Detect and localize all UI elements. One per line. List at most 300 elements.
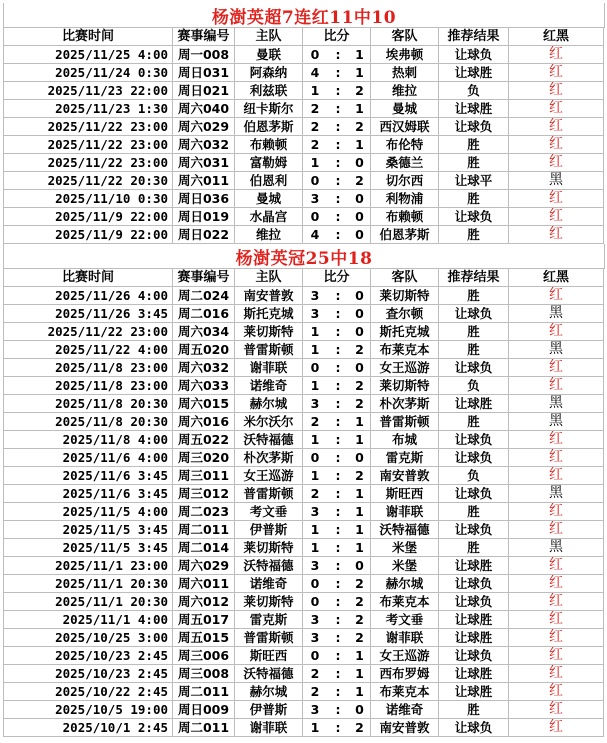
result-badge: 红 <box>509 190 604 208</box>
home-score: 0 <box>303 208 327 226</box>
away-score: 1 <box>349 64 371 82</box>
home-team: 莱切斯特 <box>235 539 303 557</box>
match-date: 2025/10/23 2:45 <box>4 647 173 665</box>
away-score: 0 <box>349 208 371 226</box>
match-date: 2025/11/22 23:00 <box>4 154 173 172</box>
away-score: 0 <box>349 701 371 719</box>
match-code: 周二011 <box>173 719 235 737</box>
home-score: 1 <box>303 539 327 557</box>
away-score: 1 <box>349 100 371 118</box>
result-badge: 黑 <box>509 341 604 359</box>
match-date: 2025/11/10 0:30 <box>4 190 173 208</box>
away-score: 1 <box>349 683 371 701</box>
pick: 让球负 <box>439 575 509 593</box>
match-code: 周三008 <box>173 665 235 683</box>
home-score: 1 <box>303 82 327 100</box>
score-separator: : <box>327 701 349 719</box>
away-team: 西布罗姆 <box>371 665 439 683</box>
score-separator: : <box>327 485 349 503</box>
home-score: 0 <box>303 575 327 593</box>
away-score: 1 <box>349 136 371 154</box>
result-badge: 黑 <box>509 485 604 503</box>
header-code: 赛事编号 <box>173 269 235 287</box>
table-row <box>4 539 605 557</box>
home-team: 伯恩利 <box>235 172 303 190</box>
away-team: 莱切斯特 <box>371 287 439 305</box>
home-score: 0 <box>303 449 327 467</box>
result-badge: 红 <box>509 431 604 449</box>
score-separator: : <box>327 154 349 172</box>
score-separator: : <box>327 431 349 449</box>
pick: 让球胜 <box>439 683 509 701</box>
away-score: 1 <box>349 539 371 557</box>
result-badge: 红 <box>509 118 604 136</box>
match-code: 周日036 <box>173 190 235 208</box>
score-separator: : <box>327 413 349 431</box>
result-badge: 红 <box>509 557 604 575</box>
home-score: 3 <box>303 190 327 208</box>
away-score: 2 <box>349 118 371 136</box>
away-score: 2 <box>349 377 371 395</box>
match-date: 2025/11/1 20:30 <box>4 575 173 593</box>
match-date: 2025/11/9 22:00 <box>4 208 173 226</box>
match-code: 周二016 <box>173 305 235 323</box>
match-date: 2025/11/9 22:00 <box>4 226 173 244</box>
results-sheet <box>3 3 605 737</box>
match-code: 周六033 <box>173 377 235 395</box>
match-code: 周三006 <box>173 647 235 665</box>
away-score: 0 <box>349 154 371 172</box>
match-code: 周六031 <box>173 154 235 172</box>
match-code: 周五020 <box>173 341 235 359</box>
match-date: 2025/10/23 2:45 <box>4 665 173 683</box>
home-score: 4 <box>303 226 327 244</box>
away-score: 1 <box>349 521 371 539</box>
pick: 让球平 <box>439 172 509 190</box>
away-score: 0 <box>349 323 371 341</box>
pick: 胜 <box>439 323 509 341</box>
away-score: 1 <box>349 431 371 449</box>
match-date: 2025/11/8 20:30 <box>4 413 173 431</box>
home-score: 3 <box>303 701 327 719</box>
match-code: 周二014 <box>173 539 235 557</box>
match-date: 2025/11/1 4:00 <box>4 611 173 629</box>
header-date: 比赛时间 <box>4 28 173 46</box>
away-score: 2 <box>349 611 371 629</box>
away-score: 1 <box>349 503 371 521</box>
home-team: 布赖顿 <box>235 136 303 154</box>
result-badge: 红 <box>509 100 604 118</box>
result-badge: 红 <box>509 449 604 467</box>
away-score: 0 <box>349 557 371 575</box>
away-team: 布城 <box>371 431 439 449</box>
home-team: 斯托克城 <box>235 305 303 323</box>
score-separator: : <box>327 287 349 305</box>
home-score: 3 <box>303 503 327 521</box>
home-score: 3 <box>303 287 327 305</box>
home-score: 2 <box>303 118 327 136</box>
score-separator: : <box>327 683 349 701</box>
away-score: 2 <box>349 172 371 190</box>
away-score: 2 <box>349 341 371 359</box>
match-date: 2025/11/26 3:45 <box>4 305 173 323</box>
home-score: 1 <box>303 431 327 449</box>
home-team: 利兹联 <box>235 82 303 100</box>
match-code: 周六032 <box>173 359 235 377</box>
away-team: 曼城 <box>371 100 439 118</box>
home-team: 伊普斯 <box>235 701 303 719</box>
pick: 让球胜 <box>439 395 509 413</box>
away-score: 2 <box>349 395 371 413</box>
away-score: 1 <box>349 485 371 503</box>
header-pick: 推荐结果 <box>439 28 509 46</box>
home-score: 3 <box>303 395 327 413</box>
match-code: 周日009 <box>173 701 235 719</box>
away-score: 0 <box>349 226 371 244</box>
match-code: 周六011 <box>173 172 235 190</box>
away-team: 诺维奇 <box>371 701 439 719</box>
score-separator: : <box>327 359 349 377</box>
away-score: 2 <box>349 82 371 100</box>
pick: 胜 <box>439 503 509 521</box>
home-team: 纽卡斯尔 <box>235 100 303 118</box>
away-team: 普雷斯顿 <box>371 413 439 431</box>
away-team: 斯旺西 <box>371 485 439 503</box>
home-team: 沃特福德 <box>235 665 303 683</box>
away-team: 谢菲联 <box>371 503 439 521</box>
match-date: 2025/11/5 4:00 <box>4 503 173 521</box>
home-team: 诺维奇 <box>235 377 303 395</box>
result-badge: 红 <box>509 136 604 154</box>
match-date: 2025/11/23 1:30 <box>4 100 173 118</box>
match-code: 周六040 <box>173 100 235 118</box>
home-team: 莱切斯特 <box>235 323 303 341</box>
result-badge: 红 <box>509 208 604 226</box>
match-date: 2025/11/8 20:30 <box>4 395 173 413</box>
match-date: 2025/11/1 20:30 <box>4 593 173 611</box>
away-team: 布伦特 <box>371 136 439 154</box>
table-row <box>4 521 605 539</box>
match-code: 周六012 <box>173 593 235 611</box>
match-date: 2025/11/25 4:00 <box>4 46 173 64</box>
pick: 让球胜 <box>439 557 509 575</box>
pick: 让球胜 <box>439 100 509 118</box>
home-team: 诺维奇 <box>235 575 303 593</box>
home-team: 谢菲联 <box>235 359 303 377</box>
table-row <box>4 377 605 395</box>
home-score: 3 <box>303 629 327 647</box>
match-date: 2025/10/1 2:45 <box>4 719 173 737</box>
match-code: 周六029 <box>173 118 235 136</box>
home-score: 0 <box>303 46 327 64</box>
away-score: 1 <box>349 665 371 683</box>
match-date: 2025/11/5 3:45 <box>4 521 173 539</box>
away-team: 布莱克本 <box>371 341 439 359</box>
table-row <box>4 665 605 683</box>
match-code: 周三012 <box>173 485 235 503</box>
header-code: 赛事编号 <box>173 28 235 46</box>
pick: 胜 <box>439 539 509 557</box>
home-score: 3 <box>303 611 327 629</box>
table-row <box>4 395 605 413</box>
match-code: 周三020 <box>173 449 235 467</box>
score-separator: : <box>327 503 349 521</box>
home-score: 0 <box>303 172 327 190</box>
pick: 让球负 <box>439 431 509 449</box>
score-separator: : <box>327 118 349 136</box>
score-separator: : <box>327 323 349 341</box>
away-team: 切尔西 <box>371 172 439 190</box>
table-row <box>4 701 605 719</box>
table-row <box>4 557 605 575</box>
pick: 让球负 <box>439 305 509 323</box>
score-separator: : <box>327 539 349 557</box>
away-score: 1 <box>349 46 371 64</box>
pick: 让球负 <box>439 208 509 226</box>
match-code: 周六029 <box>173 557 235 575</box>
result-badge: 红 <box>509 226 604 244</box>
header-date: 比赛时间 <box>4 269 173 287</box>
section1-title-row <box>4 3 605 28</box>
away-score: 2 <box>349 719 371 737</box>
table-row <box>4 64 605 82</box>
match-code: 周五015 <box>173 629 235 647</box>
home-team: 米尔沃尔 <box>235 413 303 431</box>
score-separator: : <box>327 172 349 190</box>
home-team: 赫尔城 <box>235 683 303 701</box>
result-badge: 红 <box>509 64 604 82</box>
table-row <box>4 136 605 154</box>
away-score: 0 <box>349 287 371 305</box>
table-row <box>4 118 605 136</box>
away-score: 0 <box>349 190 371 208</box>
score-separator: : <box>327 611 349 629</box>
table-row <box>4 341 605 359</box>
away-team: 维拉 <box>371 82 439 100</box>
match-date: 2025/11/23 22:00 <box>4 82 173 100</box>
header-away: 客队 <box>371 269 439 287</box>
result-badge: 红 <box>509 593 604 611</box>
result-badge: 黑 <box>509 539 604 557</box>
result-badge: 黑 <box>509 172 604 190</box>
score-separator: : <box>327 557 349 575</box>
match-code: 周日022 <box>173 226 235 244</box>
score-separator: : <box>327 208 349 226</box>
match-date: 2025/11/8 23:00 <box>4 359 173 377</box>
section2-title-row <box>4 244 605 269</box>
score-separator: : <box>327 719 349 737</box>
result-badge: 红 <box>509 719 604 737</box>
result-badge: 黑 <box>509 395 604 413</box>
table-row <box>4 208 605 226</box>
away-score: 0 <box>349 305 371 323</box>
away-team: 雷克斯 <box>371 449 439 467</box>
match-code: 周六015 <box>173 395 235 413</box>
section2-rows <box>4 287 605 737</box>
away-score: 2 <box>349 467 371 485</box>
pick: 胜 <box>439 701 509 719</box>
home-score: 1 <box>303 377 327 395</box>
home-score: 1 <box>303 341 327 359</box>
away-team: 布赖顿 <box>371 208 439 226</box>
result-badge: 红 <box>509 701 604 719</box>
away-team: 米堡 <box>371 539 439 557</box>
home-team: 沃特福德 <box>235 557 303 575</box>
home-score: 4 <box>303 64 327 82</box>
match-code: 周六034 <box>173 323 235 341</box>
pick: 胜 <box>439 341 509 359</box>
table-row <box>4 154 605 172</box>
table-row <box>4 449 605 467</box>
home-score: 2 <box>303 100 327 118</box>
score-separator: : <box>327 82 349 100</box>
away-team: 女王巡游 <box>371 359 439 377</box>
pick: 让球负 <box>439 485 509 503</box>
away-team: 利物浦 <box>371 190 439 208</box>
home-score: 1 <box>303 154 327 172</box>
score-separator: : <box>327 629 349 647</box>
away-team: 沃特福德 <box>371 521 439 539</box>
away-team: 南安普敦 <box>371 719 439 737</box>
pick: 胜 <box>439 136 509 154</box>
table-row <box>4 593 605 611</box>
match-date: 2025/11/5 3:45 <box>4 539 173 557</box>
home-score: 1 <box>303 323 327 341</box>
home-team: 考文垂 <box>235 503 303 521</box>
away-team: 考文垂 <box>371 611 439 629</box>
table-row <box>4 82 605 100</box>
away-team: 米堡 <box>371 557 439 575</box>
home-score: 0 <box>303 647 327 665</box>
result-badge: 红 <box>509 359 604 377</box>
home-team: 莱切斯特 <box>235 593 303 611</box>
pick: 让球负 <box>439 46 509 64</box>
away-team: 埃弗顿 <box>371 46 439 64</box>
result-badge: 红 <box>509 647 604 665</box>
table-row <box>4 503 605 521</box>
match-date: 2025/11/6 3:45 <box>4 467 173 485</box>
home-team: 曼城 <box>235 190 303 208</box>
match-date: 2025/11/22 4:00 <box>4 341 173 359</box>
home-team: 雷克斯 <box>235 611 303 629</box>
match-date: 2025/10/5 19:00 <box>4 701 173 719</box>
section2-header-row <box>4 269 605 287</box>
table-row <box>4 226 605 244</box>
pick: 胜 <box>439 190 509 208</box>
home-score: 2 <box>303 485 327 503</box>
match-date: 2025/11/8 23:00 <box>4 377 173 395</box>
result-badge: 红 <box>509 611 604 629</box>
pick: 让球胜 <box>439 611 509 629</box>
home-team: 伊普斯 <box>235 521 303 539</box>
table-row <box>4 172 605 190</box>
score-separator: : <box>327 665 349 683</box>
pick: 负 <box>439 377 509 395</box>
pick: 负 <box>439 467 509 485</box>
home-team: 普雷斯顿 <box>235 485 303 503</box>
match-code: 周日031 <box>173 64 235 82</box>
score-separator: : <box>327 467 349 485</box>
match-code: 周五017 <box>173 611 235 629</box>
score-separator: : <box>327 575 349 593</box>
match-code: 周二011 <box>173 521 235 539</box>
table-row <box>4 190 605 208</box>
result-badge: 红 <box>509 377 604 395</box>
section1-title: 杨澍英超7连红11中10 <box>211 7 397 28</box>
result-badge: 红 <box>509 665 604 683</box>
match-code: 周三011 <box>173 467 235 485</box>
away-team: 热刺 <box>371 64 439 82</box>
result-badge: 红 <box>509 575 604 593</box>
pick: 胜 <box>439 226 509 244</box>
result-badge: 红 <box>509 467 604 485</box>
table-row <box>4 100 605 118</box>
match-date: 2025/11/6 3:45 <box>4 485 173 503</box>
pick: 胜 <box>439 413 509 431</box>
score-separator: : <box>327 341 349 359</box>
home-team: 南安普敦 <box>235 287 303 305</box>
match-date: 2025/11/22 20:30 <box>4 172 173 190</box>
match-code: 周六011 <box>173 575 235 593</box>
away-team: 赫尔城 <box>371 575 439 593</box>
result-badge: 红 <box>509 287 604 305</box>
match-date: 2025/11/24 0:30 <box>4 64 173 82</box>
score-separator: : <box>327 136 349 154</box>
home-team: 富勒姆 <box>235 154 303 172</box>
pick: 让球负 <box>439 647 509 665</box>
home-score: 2 <box>303 413 327 431</box>
pick: 让球胜 <box>439 64 509 82</box>
match-code: 周二024 <box>173 287 235 305</box>
away-team: 布莱克本 <box>371 683 439 701</box>
pick: 让球负 <box>439 359 509 377</box>
home-team: 水晶宫 <box>235 208 303 226</box>
score-separator: : <box>327 190 349 208</box>
table-row <box>4 305 605 323</box>
match-code: 周二023 <box>173 503 235 521</box>
home-team: 斯旺西 <box>235 647 303 665</box>
table-row <box>4 647 605 665</box>
away-score: 1 <box>349 647 371 665</box>
home-team: 谢菲联 <box>235 719 303 737</box>
table-row <box>4 629 605 647</box>
home-team: 沃特福德 <box>235 431 303 449</box>
pick: 让球胜 <box>439 665 509 683</box>
table-row <box>4 46 605 64</box>
table-row <box>4 719 605 737</box>
result-badge: 红 <box>509 82 604 100</box>
table-row <box>4 323 605 341</box>
home-team: 普雷斯顿 <box>235 629 303 647</box>
table-row <box>4 413 605 431</box>
table-row <box>4 485 605 503</box>
match-date: 2025/11/1 23:00 <box>4 557 173 575</box>
header-result: 红黑 <box>509 269 604 287</box>
table-row <box>4 575 605 593</box>
pick: 胜 <box>439 287 509 305</box>
pick: 让球负 <box>439 719 509 737</box>
home-team: 维拉 <box>235 226 303 244</box>
away-team: 莱切斯特 <box>371 377 439 395</box>
away-team: 查尔顿 <box>371 305 439 323</box>
home-team: 伯恩茅斯 <box>235 118 303 136</box>
home-team: 曼联 <box>235 46 303 64</box>
pick: 让球胜 <box>439 629 509 647</box>
away-team: 伯恩茅斯 <box>371 226 439 244</box>
match-code: 周日021 <box>173 82 235 100</box>
away-team: 女王巡游 <box>371 647 439 665</box>
away-score: 0 <box>349 359 371 377</box>
